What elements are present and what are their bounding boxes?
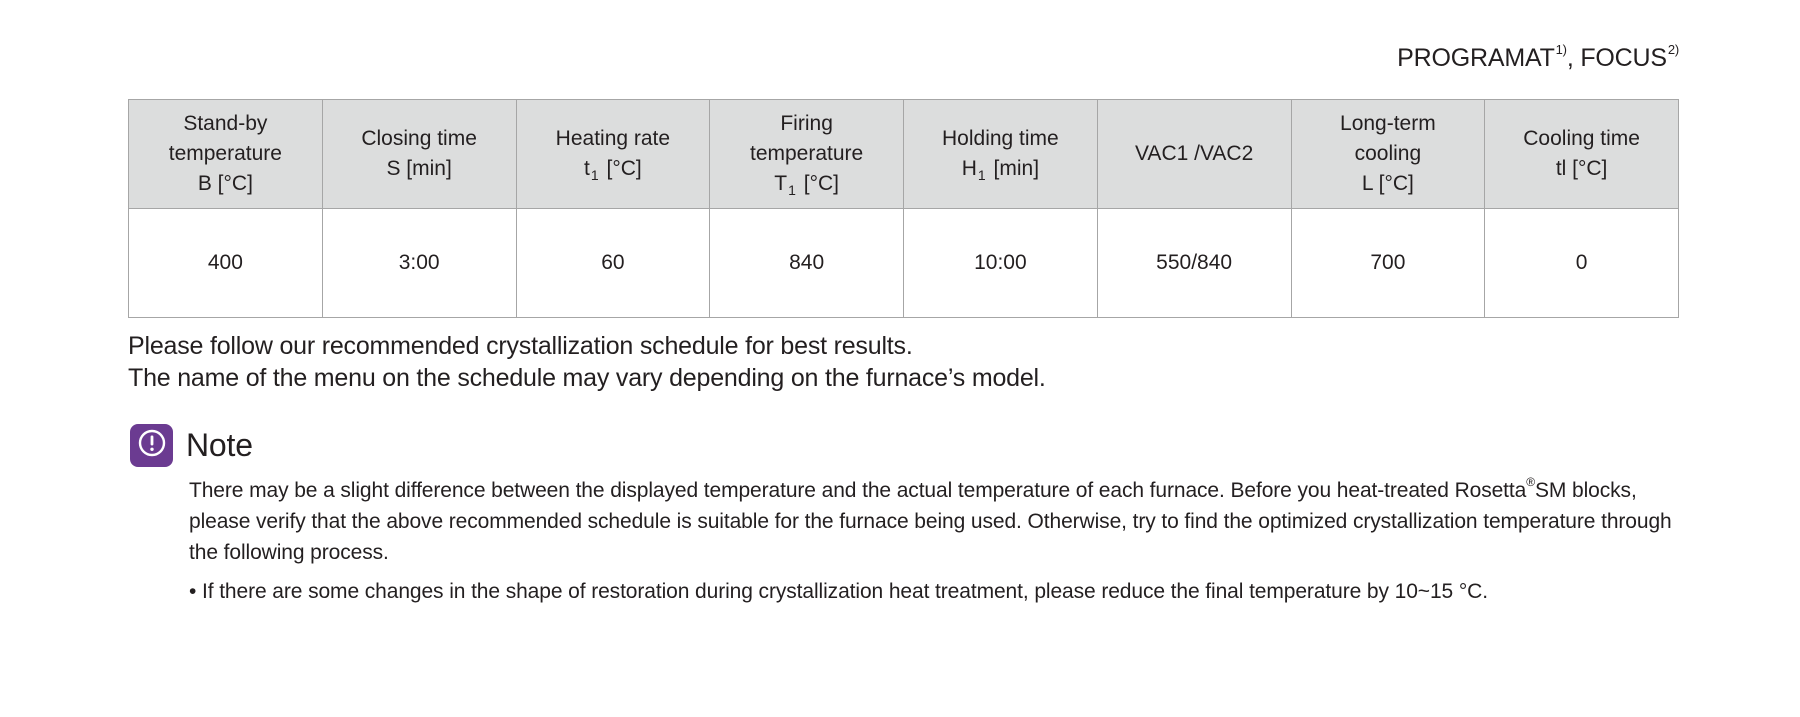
column-header-vacuum: VAC1 /VAC2 bbox=[1097, 100, 1291, 209]
cell-long-term-cooling: 700 bbox=[1291, 209, 1485, 318]
programat-focus-header bbox=[1397, 41, 1679, 73]
footnote-2-marker: 2) bbox=[1667, 41, 1679, 57]
instruction-line-2: The name of the menu on the schedule may vary depending on the furnace’s model. bbox=[128, 364, 1046, 392]
registered-trademark: ® bbox=[1526, 475, 1535, 489]
note-paragraph: There may be a slight difference between the displayed temperature and the actual temperature of each furnace. Before you heat-treated Rosetta®SM blocks, please verify that the above recommended schedule is suitable for the furnace being used. Otherwise, try to find the optimized crystallization temperature through the following process. bbox=[189, 475, 1672, 564]
column-header-long-term-cooling: Long-term cooling L [°C] bbox=[1291, 100, 1485, 209]
table-header-row bbox=[129, 100, 1679, 209]
column-header-cooling-time: Cooling time tl [°C] bbox=[1485, 100, 1679, 209]
cell-holding-time: 10:00 bbox=[904, 209, 1098, 318]
column-header-firing-temperature: Firing temperature $T_1$ [°C] bbox=[710, 100, 904, 209]
cell-cooling-time: 0 bbox=[1485, 209, 1679, 318]
schedule-instructions bbox=[128, 330, 1046, 394]
note-bullet-item: • If there are some changes in the shape of restoration during crystallization heat treatment, please reduce the final temperature by 10~15 °C. bbox=[189, 580, 1488, 603]
instruction-line-1: Please follow our recommended crystallization schedule for best results. bbox=[128, 332, 913, 360]
brand-focus: FOCUS bbox=[1580, 44, 1667, 72]
note-badge bbox=[130, 424, 173, 467]
column-header-closing-time: Closing time S [min] bbox=[322, 100, 516, 209]
note-header bbox=[130, 424, 253, 467]
column-header-holding-time: Holding time $H_1$ [min] bbox=[904, 100, 1098, 209]
cell-standby-temperature: 400 bbox=[129, 209, 323, 318]
cell-firing-temperature: 840 bbox=[710, 209, 904, 318]
note-title: Note bbox=[186, 427, 253, 463]
footnote-1-marker: 1) bbox=[1555, 41, 1567, 57]
cell-closing-time: 3:00 bbox=[322, 209, 516, 318]
brand-programat: PROGRAMAT bbox=[1397, 44, 1555, 72]
column-header-heating-rate: Heating rate $t_1$ [°C] bbox=[516, 100, 710, 209]
brand-separator: , bbox=[1566, 44, 1581, 72]
cell-heating-rate: 60 bbox=[516, 209, 710, 318]
exclamation-circle-icon bbox=[137, 428, 167, 463]
firing-schedule-table bbox=[128, 99, 1679, 318]
table-row bbox=[129, 209, 1679, 318]
column-header-standby-temperature: Stand-by temperature B [°C] bbox=[129, 100, 323, 209]
cell-vacuum: 550/840 bbox=[1097, 209, 1291, 318]
note-body bbox=[189, 470, 1689, 607]
